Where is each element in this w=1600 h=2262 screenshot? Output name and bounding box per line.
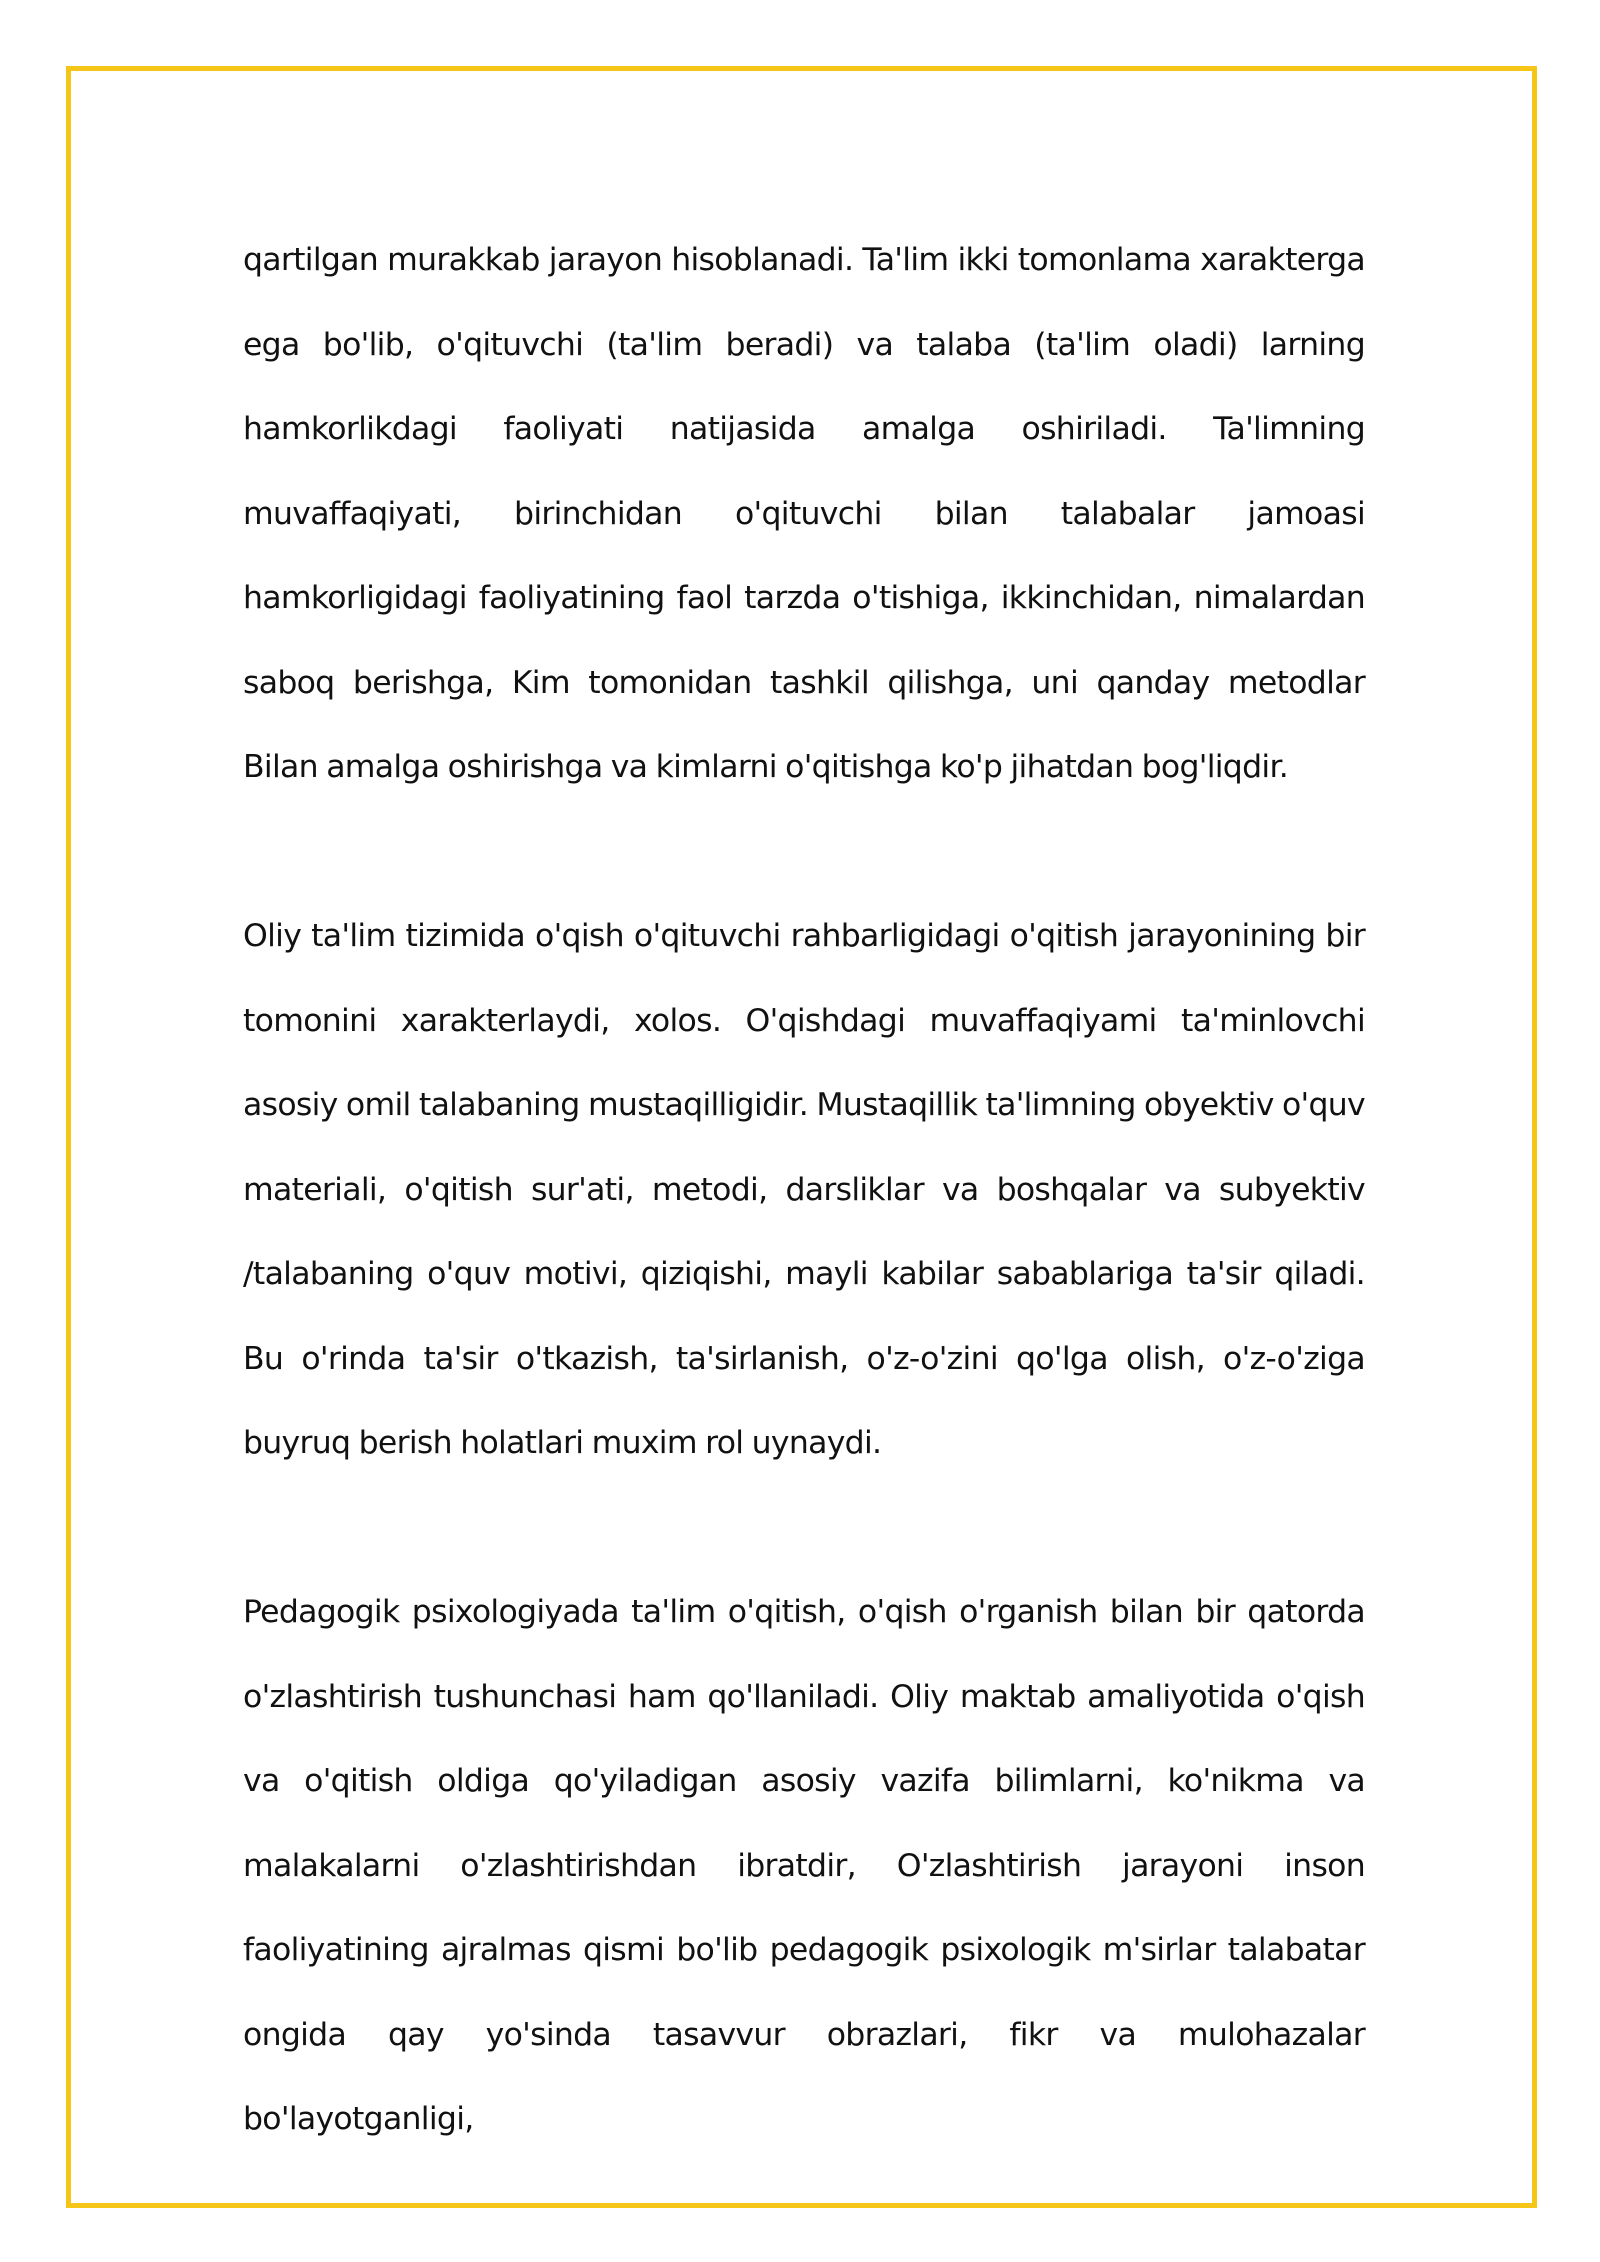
paragraph-1: qartilgan murakkab jarayon hisoblanadi. Ta'lim ikki tomonlama xarakterga ega bo'lib, o'qituvchi (ta'lim beradi) va talaba (ta'lim oladi) larning hamkorlikdagi faoliyati natijasida amalga oshiriladi. Ta'limning muvaffaqiyati, birinchidan o'qituvchi bilan talabalar jamoasi hamkorligidagi faoliyatining faol tarzda o'tishiga, ikkinchidan, nimalardan saboq berishga, Kim tomonidan tashkil qilishga, uni qanday metodlar Bilan amalga oshirishga va kimlarni o'qitishga ko'p jihatdan bog'liqdir. [243, 242, 1365, 785]
document-body [243, 218, 1365, 2162]
paragraph-3: Pedagogik psixologiyada ta'lim o'qitish, o'qish o'rganish bilan bir qatorda o'zlashtirish tushunchasi ham qo'llaniladi. Oliy maktab amaliyotida o'qish va o'qitish oldiga qo'yiladigan asosiy vazifa bilimlarni, ko'nikma va malakalarni o'zlashtirishdan ibratdir, O'zlashtirish jarayoni inson faoliyatining ajralmas qismi bo'lib pedagogik psixologik m'sirlar talabatar ongida qay yo'sinda tasavvur obrazlari, fikr va mulohazalar bo'layotganligi, [243, 1594, 1365, 2137]
paragraph-2: Oliy ta'lim tizimida o'qish o'qituvchi rahbarligidagi o'qitish jarayonining bir tomonini xarakterlaydi, xolos. O'qishdagi muvaffaqiyami ta'minlovchi asosiy omil talabaning mustaqilligidir. Mustaqillik ta'limning obyektiv o'quv materiali, o'qitish sur'ati, metodi, darsliklar va boshqalar va subyektiv /talabaning o'quv motivi, qiziqishi, mayli kabilar sabablariga ta'sir qiladi. Bu o'rinda ta'sir o'tkazish, ta'sirlanish, o'z-o'zini qo'lga olish, o'z-o'ziga buyruq berish holatlari muxim rol uynaydi. [243, 918, 1365, 1461]
